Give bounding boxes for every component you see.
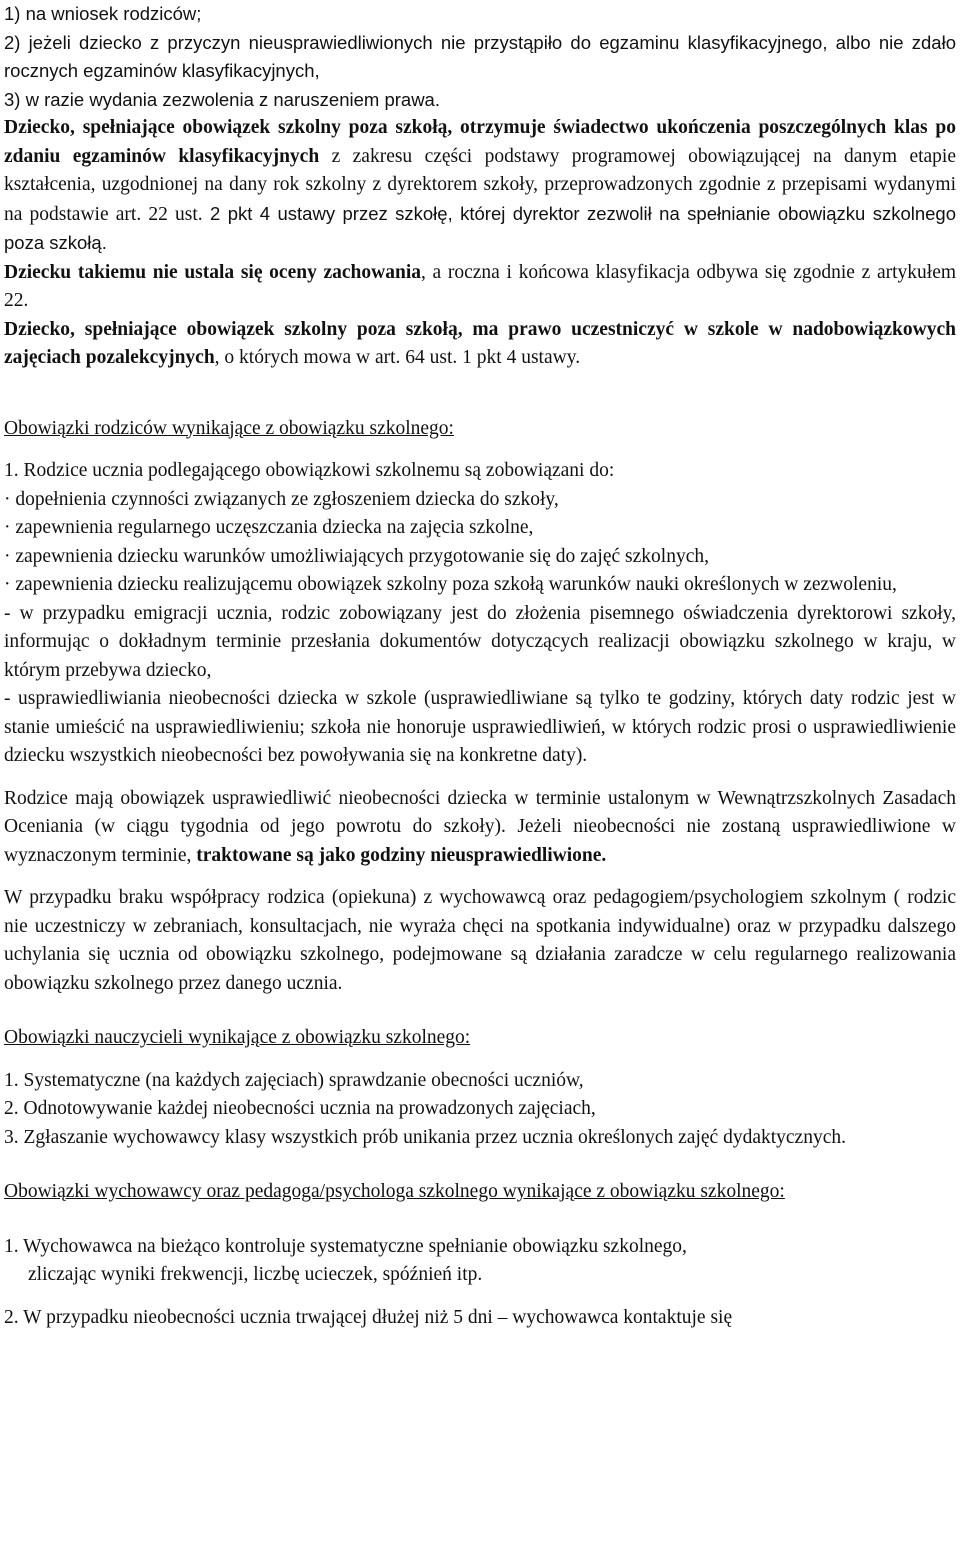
list-item: · dopełnienia czynności związanych ze zgłoszeniem dziecka do szkoły, (4, 488, 559, 510)
bold-text: Dziecku takiemu nie ustala się oceny zachowania (4, 261, 421, 283)
list-item: · zapewnienia dziecku warunków umożliwiających przygotowanie się do zajęć szkolnych, (4, 545, 709, 567)
paragraph-absence-excuse (4, 785, 956, 871)
bold-text: Dziecko, spełniające obowiązek szkolny poza szkołą, otrzymuje świadectwo ukończenia poszczególnych klas po zdaniu egzaminów klasyfikacyjnych (4, 117, 956, 167)
list-item-continuation: zliczając wyniki frekwencji, liczbę ucieczek, spóźnień itp. (28, 1264, 483, 1285)
tutor-duties-list (4, 1233, 956, 1333)
list-item: - w przypadku emigracji ucznia, rodzic zobowiązany jest do złożenia pisemnego oświadczenia dyrektorowi szkoły, informując o dokładnym terminie przesłania dokumentów dotyczących realizacji obowiązku szkolnego w kraju, w którym przebywa dziecko, (4, 602, 956, 681)
list-intro: 1. Rodzice ucznia podlegającego obowiązkowi szkolnemu są zobowiązani do: (4, 460, 615, 481)
paragraph-certificate (4, 114, 956, 259)
text: , o których mowa w art. 64 ust. 1 pkt 4 ustawy. (214, 347, 581, 368)
text: 2 pkt 4 ustawy przez szkołę, której dyrektor zezwolił na spełnianie obowiązku szkolnego poza szkołą. (4, 202, 957, 253)
paragraph-lack-of-cooperation: W przypadku braku współpracy rodzica (opiekuna) z wychowawcą oraz pedagogiem/psychologiem szkolnym ( rodzic nie uczestniczy w zebraniach, konsultacjach, nie wyraża chęci na spotkania indywidualne) oraz w przypadku dalszego uchylania się ucznia od obowiązku szkolnego, podejmowane są działania zaradcze w celu regularnego realizowania obowiązku szkolnego przez danego ucznia. (4, 887, 956, 994)
parents-duties-list (4, 457, 956, 771)
list-item: 2) jeżeli dziecko z przyczyn nieusprawiedliwionych nie przystąpiło do egzaminu klasyfikacyjnego, albo nie zdało rocznych egzaminów klasyfikacyjnych, (4, 31, 956, 81)
heading-teachers-duties: Obowiązki nauczycieli wynikające z obowiązku szkolnego: (4, 1027, 471, 1048)
text: z zakresu części podstawy programowej obowiązującej na danym etapie kształcenia, uzgodnionej na dany rok szkolny z dyrektorem szkoły, przeprowadzonych zgodnie z przepisami wydanymi na podstawie art. 22 ust. (4, 145, 956, 225)
paragraph-extracurricular (4, 316, 956, 373)
heading-tutor-duties: Obowiązki wychowawcy oraz pedagoga/psychologa szkolnego wynikające z obowiązku szkolnego: (4, 1181, 785, 1202)
bold-text: Dziecko, spełniające obowiązek szkolny poza szkołą, ma prawo uczestniczyć w szkole w nadobowiązkowych zajęciach pozalekcyjnych (4, 318, 956, 368)
paragraph-behaviour-grade (4, 259, 956, 316)
withdrawal-reasons-list (4, 0, 956, 114)
list-item: 1. Wychowawca na bieżąco kontroluje systematyczne spełnianie obowiązku szkolnego, (4, 1235, 687, 1257)
text: , a roczna i końcowa klasyfikacja odbywa się zgodnie z artykułem 22. (4, 261, 957, 311)
list-item: 2. W przypadku nieobecności ucznia trwającej dłużej niż 5 dni – wychowawca kontaktuje się (4, 1306, 733, 1328)
heading-parents-duties: Obowiązki rodziców wynikające z obowiązku szkolnego: (4, 417, 454, 439)
list-item: 3) w razie wydania zezwolenia z naruszeniem prawa. (4, 88, 440, 110)
list-item: 3. Zgłaszanie wychowawcy klasy wszystkich prób unikania przez ucznia określonych zajęć dydaktycznych. (4, 1126, 846, 1148)
list-item: 2. Odnotowywanie każdej nieobecności ucznia na prowadzonych zajęciach, (4, 1098, 596, 1119)
list-item: 1. Systematyczne (na każdych zajęciach) sprawdzanie obecności uczniów, (4, 1069, 584, 1091)
teachers-duties-list (4, 1067, 956, 1153)
text: Rodzice mają obowiązek usprawiedliwić nieobecności dziecka w terminie ustalonym w Wewnątrzszkolnych Zasadach Oceniania (w ciągu tygodnia od jego powrotu do szkoły). Jeżeli nieobecności nie zostaną usprawiedliwione w wyznaczonym terminie, (4, 787, 956, 866)
list-item: 1) na wniosek rodziców; (4, 3, 202, 24)
bold-text: traktowane są jako godziny nieusprawiedliwione. (196, 844, 607, 866)
list-item: - usprawiedliwiania nieobecności dziecka w szkole (usprawiedliwiane są tylko te godziny, których daty rodzic jest w stanie umieścić na usprawiedliwieniu; szkoła nie honoruje usprawiedliwień, w których rodzic prosi o usprawiedliwienie dziecku wszystkich nieobecności bez powoływania się na konkretne daty). (4, 688, 956, 766)
list-item: · zapewnienia regularnego uczęszczania dziecka na zajęcia szkolne, (4, 517, 534, 538)
list-item: · zapewnienia dziecku realizującemu obowiązek szkolny poza szkołą warunków nauki określonych w zezwoleniu, (4, 574, 897, 595)
